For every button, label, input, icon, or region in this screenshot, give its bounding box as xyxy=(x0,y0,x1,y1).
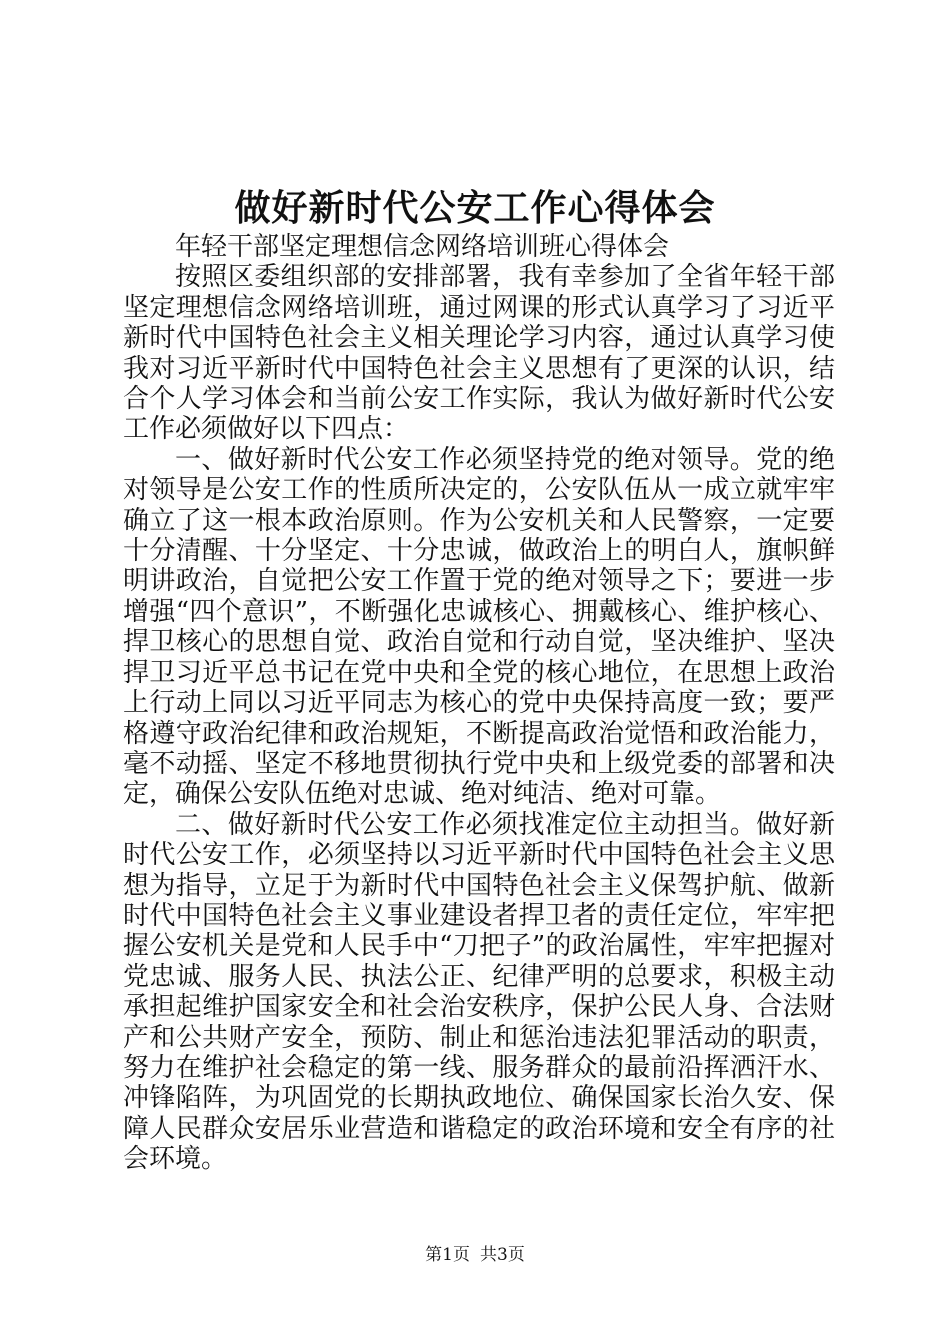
intro-paragraph: 按照区委组织部的安排部署，我有幸参加了全省年轻干部坚定理想信念网络培训班，通过网课的形式认真学习了习近平新时代中国特色社会主义相关理论学习内容，通过认真学习使我对习近平新时代中国特色社会主义思想有了更深的认识，结合个人学习体会和当前公安工作实际，我认为做好新时代公安工作必须做好以下四点： xyxy=(123,262,835,445)
document-title: 做好新时代公安工作心得体会 xyxy=(234,187,716,229)
page-number: 第1页 xyxy=(425,1245,470,1265)
page-total: 共3页 xyxy=(480,1245,525,1265)
point-two-paragraph: 二、做好新时代公安工作必须找准定位主动担当。做好新时代公安工作，必须坚持以习近平新时代中国特色社会主义思想为指导，立足于为新时代中国特色社会主义保驾护航、做新时代中国特色社会主义事业建设者捍卫者的责任定位，牢牢把握公安机关是党和人民手中“刀把子”的政治属性，牢牢把握对党忠诚、服务人民、执法公正、纪律严明的总要求，积极主动承担起维护国家安全和社会治安秩序，保护公民人身、合法财产和公共财产安全，预防、制止和惩治违法犯罪活动的职责，努力在维护社会稳定的第一线、服务群众的最前沿挥洒汗水、冲锋陷阵，为巩固党的长期执政地位、确保国家长治久安、保障人民群众安居乐业营造和谐稳定的政治环境和安全有序的社会环境。 xyxy=(123,809,835,1175)
document-body xyxy=(123,232,835,1175)
subtitle-paragraph: 年轻干部坚定理想信念网络培训班心得体会 xyxy=(175,232,670,262)
point-one-paragraph: 一、做好新时代公安工作必须坚持党的绝对领导。党的绝对领导是公安工作的性质所决定的，公安队伍从一成立就牢牢确立了这一根本政治原则。作为公安机关和人民警察，一定要十分清醒、十分坚定、十分忠诚，做政治上的明白人，旗帜鲜明讲政治，自觉把公安工作置于党的绝对领导之下；要进一步增强“四个意识”，不断强化忠诚核心、拥戴核心、维护核心、捍卫核心的思想自觉、政治自觉和行动自觉，坚决维护、坚决捍卫习近平总书记在党中央和全党的核心地位，在思想上政治上行动上同以习近平同志为核心的党中央保持高度一致；要严格遵守政治纪律和政治规矩，不断提高政治觉悟和政治能力，毫不动摇、坚定不移地贯彻执行党中央和上级党委的部署和决定，确保公安队伍绝对忠诚、绝对纯洁、绝对可靠。 xyxy=(123,444,835,810)
page-footer xyxy=(0,1244,950,1266)
